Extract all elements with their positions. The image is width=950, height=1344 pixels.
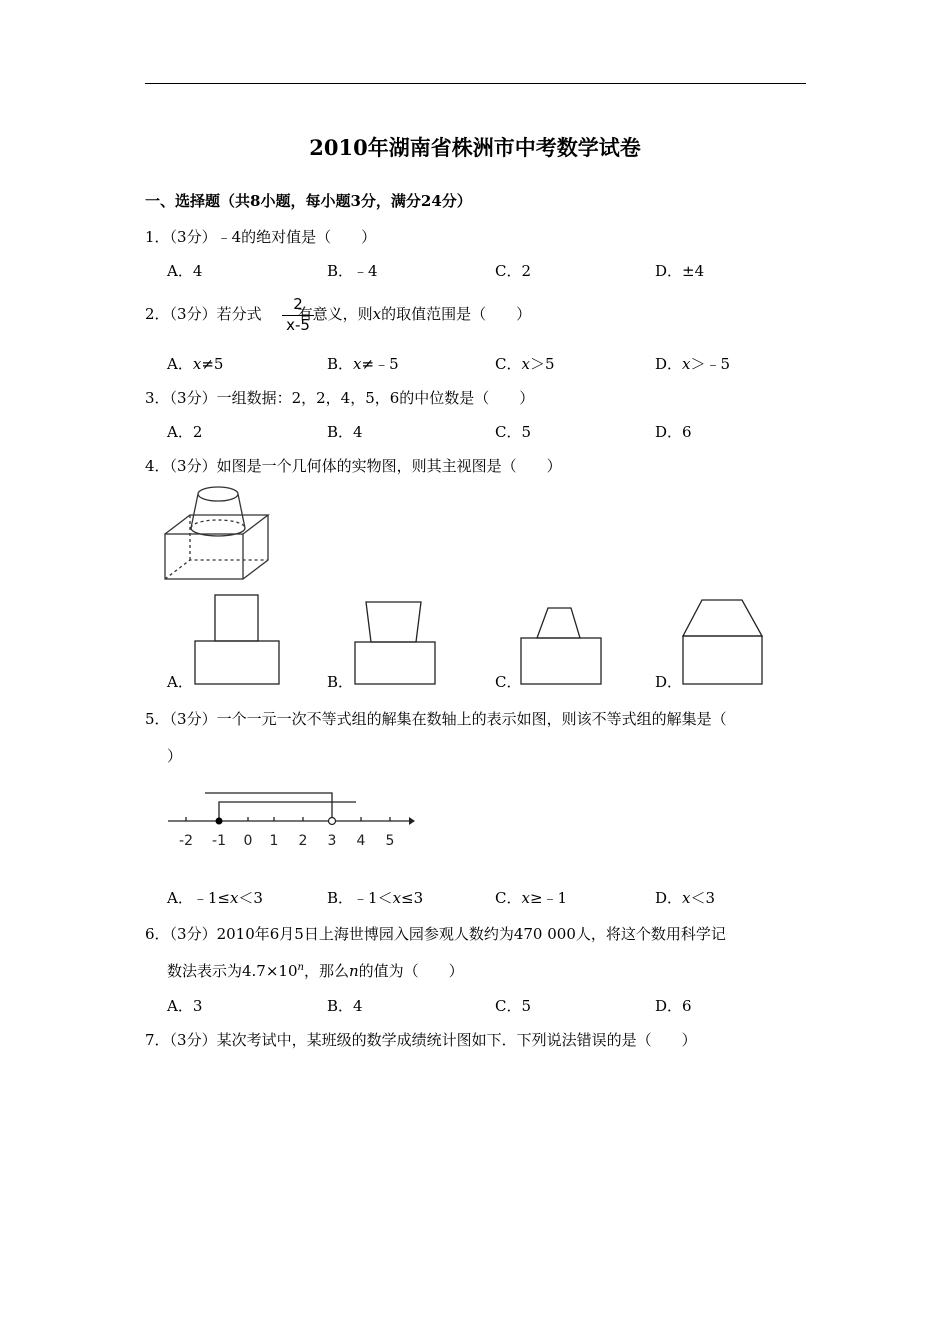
fraction-denominator: x-5 (286, 316, 310, 334)
tick-label: -2 (179, 833, 193, 849)
question-1-option-c: C．2 (495, 262, 532, 280)
question-2-option-b: B．x≠﹣5 (327, 355, 399, 373)
section-heading: 一、选择题（共8小题，每小题3分，满分24分） (145, 192, 472, 210)
tick-label: 3 (327, 833, 337, 849)
tick-label: 5 (385, 833, 395, 849)
question-2-option-a: A．x≠5 (167, 355, 224, 373)
question-1-option-d: D．±4 (655, 262, 705, 280)
question-3-option-c: C．5 (495, 423, 532, 441)
question-6-stem: 6．（3分）2010年6月5日上海世博园入园参观人数约为470 000人，将这个数用科学记 (145, 925, 726, 943)
question-3-option-d: D．6 (655, 423, 692, 441)
question-5-option-d: D．x＜3 (655, 889, 716, 907)
question-3-option-a: A．2 (167, 423, 203, 441)
question-5-option-c: C．x≥﹣1 (495, 889, 568, 907)
question-2-option-c: C．x＞5 (495, 355, 555, 373)
question-4-stem: 4．（3分）如图是一个几何体的实物图，则其主视图是（ ） (145, 457, 562, 475)
question-1-option-a: A．4 (167, 262, 203, 280)
header-rule (145, 83, 806, 84)
question-2-var: x (372, 305, 382, 323)
question-2-stem (145, 303, 531, 324)
question-4-option-c-label: C． (495, 673, 522, 691)
question-1-stem: 1．（3分）﹣4的绝对值是（ ） (145, 228, 377, 246)
question-4-option-b-label: B． (327, 673, 354, 691)
question-5-stem-end: ） (167, 747, 183, 765)
question-2-option-d: D．x＞﹣5 (655, 355, 731, 373)
tick-label: -1 (212, 833, 226, 849)
question-4-option-a-label: A． (167, 673, 193, 691)
closed-dot-at-minus-1 (216, 818, 223, 825)
bracket-lower (219, 802, 356, 821)
question-6-stem-line2: 数法表示为$4.7\times 10^n$，那么n的值为（ ） (167, 962, 464, 980)
question-4-option-c-figure (516, 592, 606, 687)
question-2-fraction (282, 295, 314, 334)
question-4-option-d-figure (680, 592, 770, 687)
fraction-numerator: 2 (293, 295, 303, 313)
question-6-option-d: D．6 (655, 997, 692, 1015)
question-7-stem: 7．（3分）某次考试中，某班级的数学成绩统计图如下．下列说法错误的是（ ） (145, 1031, 697, 1049)
question-5-option-a: A．﹣1≤x＜3 (167, 889, 263, 907)
question-4-option-a-figure (190, 592, 285, 687)
solid-figure (160, 482, 272, 584)
question-4-option-d-label: D． (655, 673, 683, 691)
tick-label: 2 (298, 833, 308, 849)
question-6-option-a: A．3 (167, 997, 203, 1015)
page-title: 2010年湖南省株洲市中考数学试卷 (309, 135, 641, 160)
question-5-option-b: B．﹣1＜x≤3 (327, 889, 424, 907)
question-2-stem-pre: 2．（3分）若分式 (145, 305, 262, 323)
question-6-option-b: B．4 (327, 997, 363, 1015)
axis-arrow (409, 817, 415, 825)
question-4-option-b-figure (350, 592, 440, 687)
question-1-option-b: B．﹣4 (327, 262, 378, 280)
bracket-upper (205, 793, 332, 821)
number-line-figure (163, 785, 423, 855)
question-3-option-b: B．4 (327, 423, 363, 441)
question-2-stem-end: 的取值范围是（ ） (381, 305, 532, 323)
question-2-stem-post: 有意义，则 (297, 305, 373, 323)
question-3-stem: 3．（3分）一组数据：2，2，4，5，6的中位数是（ ） (145, 389, 535, 407)
question-6-option-c: C．5 (495, 997, 532, 1015)
tick-label: 1 (269, 833, 279, 849)
tick-label: 0 (243, 833, 253, 849)
open-dot-at-3 (329, 818, 336, 825)
question-5-stem: 5．（3分）一个一元一次不等式组的解集在数轴上的表示如图，则该不等式组的解集是（ (145, 710, 727, 728)
tick-label: 4 (356, 833, 366, 849)
